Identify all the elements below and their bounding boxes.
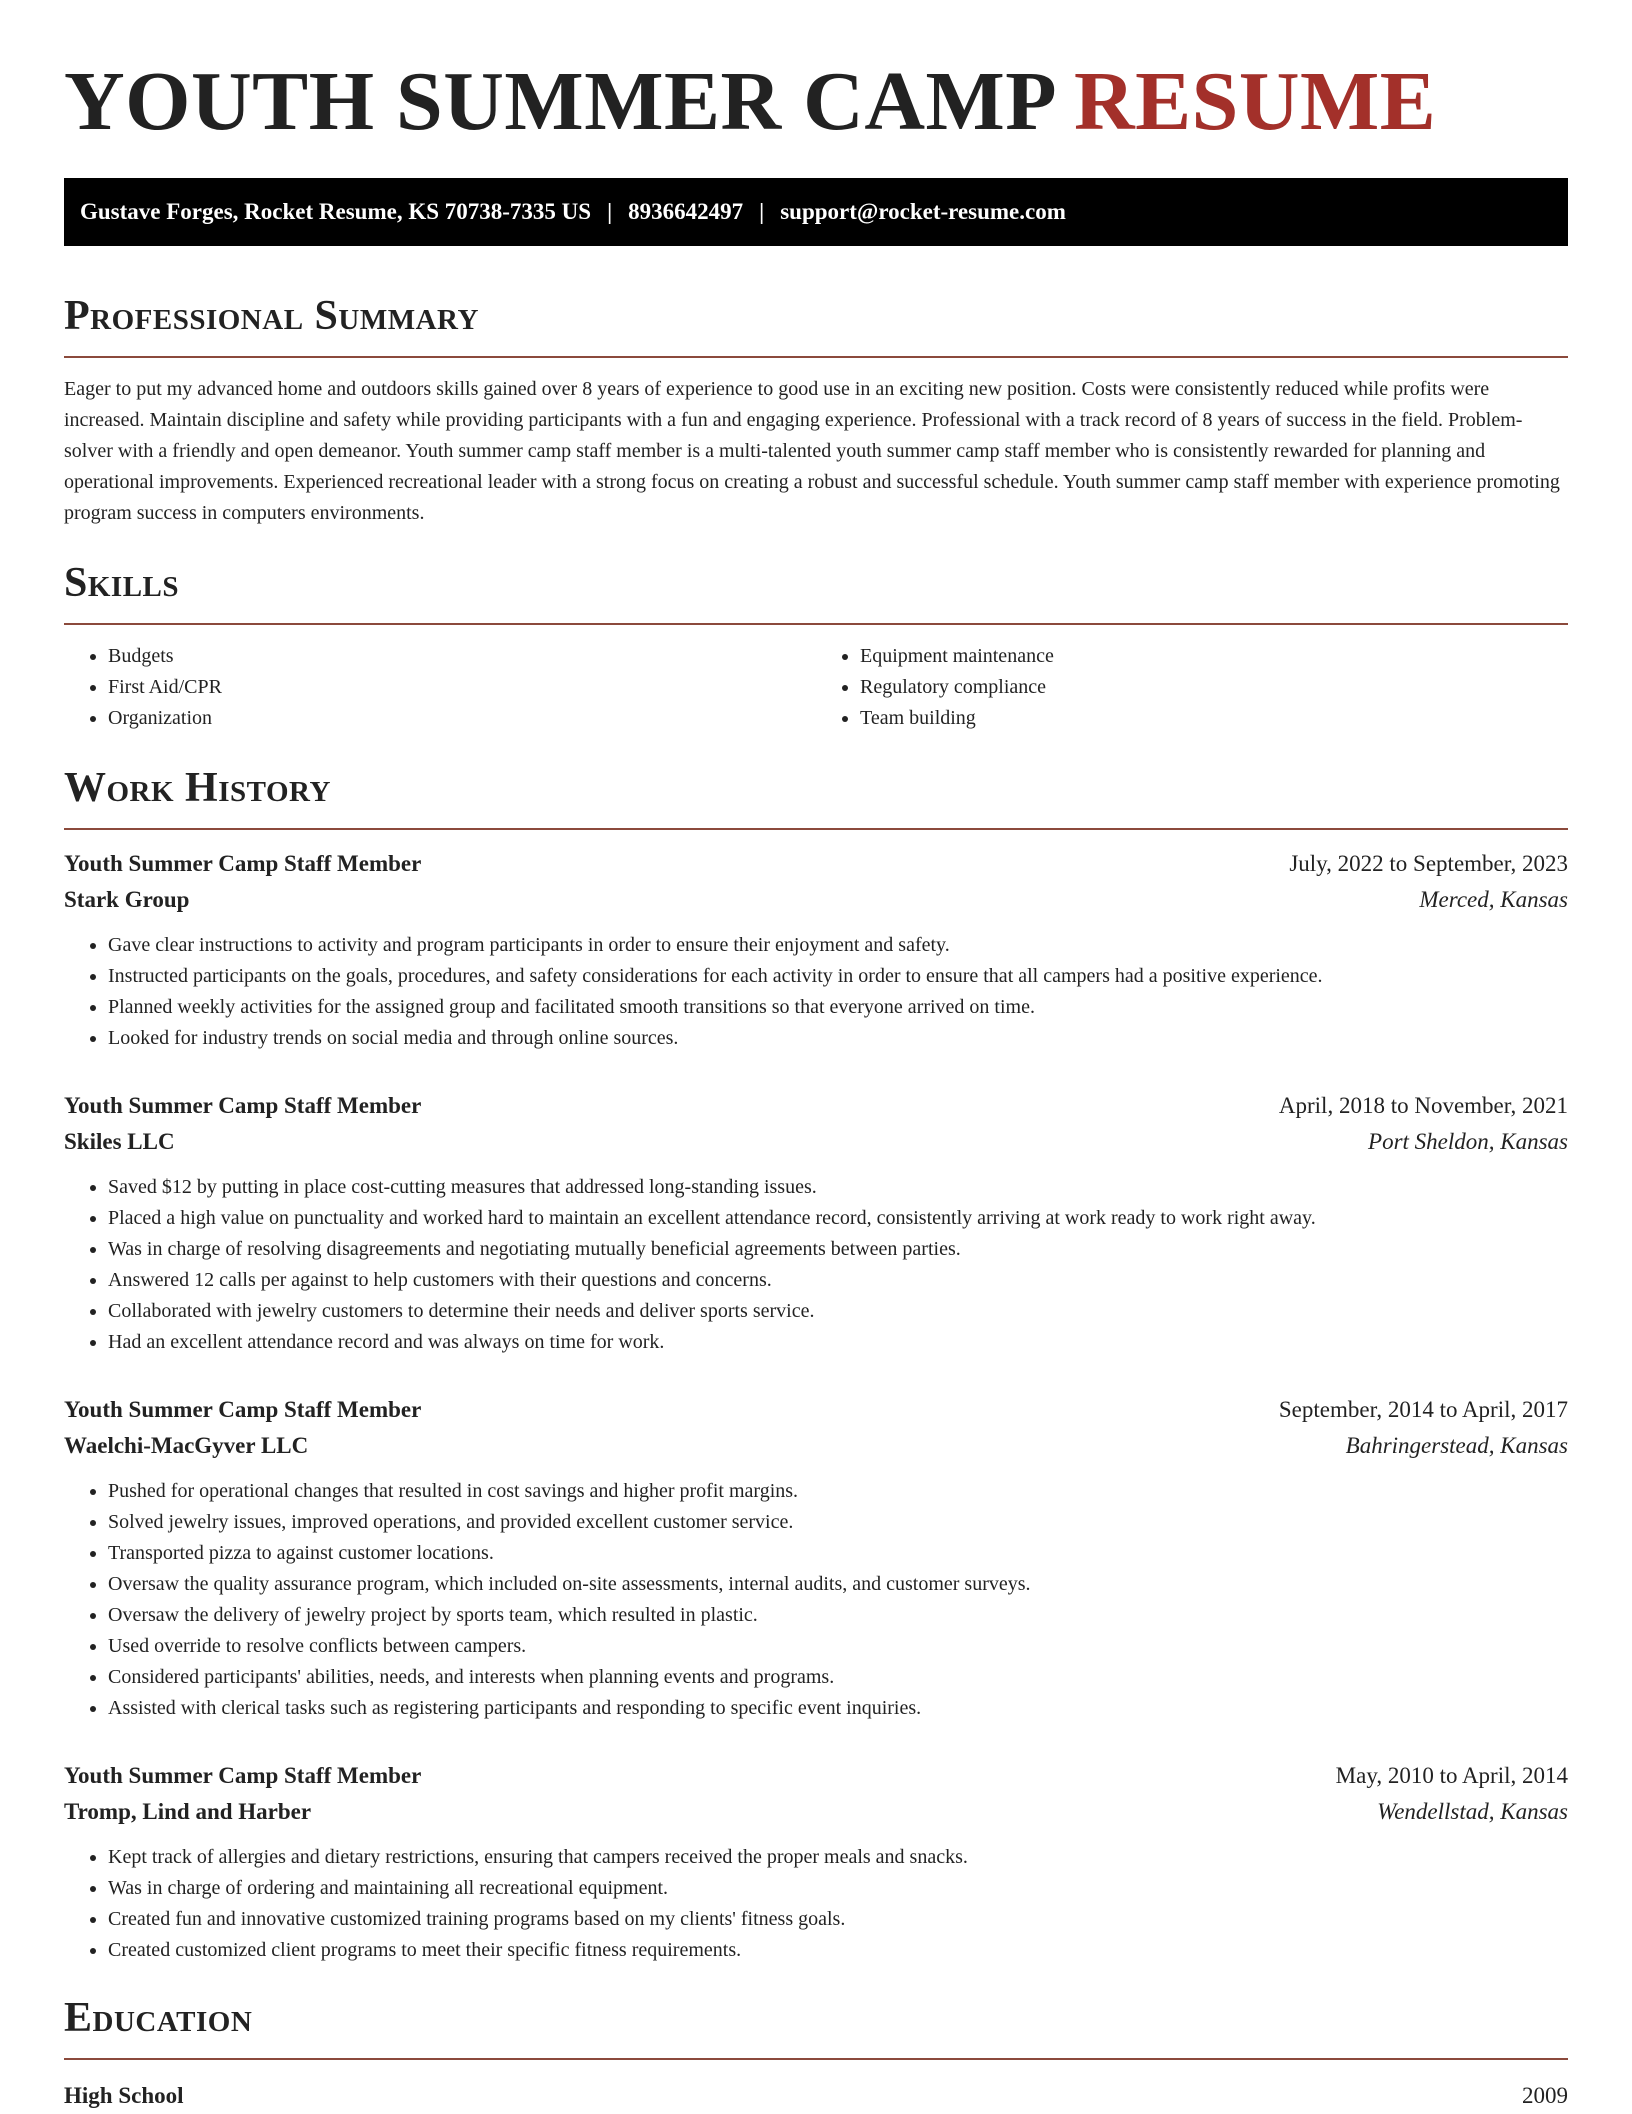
job-bullet: • Oversaw the delivery of jewelry project by sports team, which resulted in plastic. [108,1600,1568,1631]
job-header-row [64,1392,1568,1428]
job-header-row [64,1088,1568,1124]
job-bullets [64,1842,1568,1966]
job-dates: April, 2018 to November, 2021 [1278,1093,1568,1118]
skills-section [64,557,1568,734]
job-header-row [64,846,1568,882]
job-title: Youth Summer Camp Staff Member [64,851,422,876]
skills-heading: Skills [64,557,1568,625]
job-dates: May, 2010 to April, 2014 [1335,1763,1568,1788]
job-header-row [64,1758,1568,1794]
job-bullet: • Considered participants' abilities, needs, and interests when planning events and programs. [108,1662,1568,1693]
job-bullet: • Looked for industry trends on social media and through online sources. [108,1023,1568,1054]
job-bullets [64,1172,1568,1358]
job-title: Youth Summer Camp Staff Member [64,1093,422,1118]
job-bullet: • Collaborated with jewelry customers to determine their needs and deliver sports service. [108,1296,1568,1327]
job-location: Wendellstad, Kansas [1377,1799,1568,1824]
job-company: Tromp, Lind and Harber [64,1799,312,1824]
skills-list-left [64,641,816,734]
job-location: Merced, Kansas [1419,887,1568,912]
contact-email: support@rocket-resume.com [780,199,1066,224]
job-company: Skiles LLC [64,1129,175,1154]
job-bullet: • Created fun and innovative customized training programs based on my clients' fitness goals. [108,1904,1568,1935]
education-entry [64,2078,1568,2114]
job-bullet: • Was in charge of resolving disagreements and negotiating mutually beneficial agreements between parties. [108,1234,1568,1265]
job-bullet: • Placed a high value on punctuality and worked hard to maintain an excellent attendance record, consistently arriving at work ready to work right away. [108,1203,1568,1234]
skill-item: • First Aid/CPR [108,672,816,703]
job-entry [64,1392,1568,1724]
job-bullet: • Was in charge of ordering and maintaining all recreational equipment. [108,1873,1568,1904]
job-entry [64,846,1568,1054]
job-bullet: • Gave clear instructions to activity and program participants in order to ensure their enjoyment and safety. [108,930,1568,961]
job-entry [64,1758,1568,1966]
skill-item: • Organization [108,703,816,734]
job-company-row [64,1428,1568,1464]
title-accent: RESUME [1073,55,1437,148]
summary-text: Eager to put my advanced home and outdoors skills gained over 8 years of experience to good use in an exciting new position. Costs were consistently reduced while profits were increased. Maintain discipline and safety while providing participants with a fun and engaging experience. Professional with a track record of 8 years of success in the field. Problem-solver with a friendly and open demeanor. Youth summer camp staff member is a multi-talented youth summer camp staff member who is consistently rewarded for planning and operational improvements. Experienced recreational leader with a strong focus on creating a robust and successful schedule. Youth summer camp staff member with experience promoting program success in computers environments. [64,378,1560,524]
job-bullet: • Answered 12 calls per against to help customers with their questions and concerns. [108,1265,1568,1296]
job-bullet: • Solved jewelry issues, improved operations, and provided excellent customer service. [108,1507,1568,1538]
skills-list-right [816,641,1568,734]
contact-separator: | [759,199,765,224]
education-degree: High School [64,2083,184,2108]
summary-heading: Professional Summary [64,290,1568,358]
job-bullet: • Used override to resolve conflicts between campers. [108,1631,1568,1662]
contact-address: Gustave Forges, Rocket Resume, KS 70738-7335 US [80,199,592,224]
education-year: 2009 [1522,2083,1568,2108]
job-bullet: • Created customized client programs to meet their specific fitness requirements. [108,1935,1568,1966]
job-bullet: • Planned weekly activities for the assigned group and facilitated smooth transitions so that everyone arrived on time. [108,992,1568,1023]
contact-separator: | [607,199,613,224]
job-bullet: • Assisted with clerical tasks such as registering participants and responding to specific event inquiries. [108,1693,1568,1724]
skills-grid [64,641,1568,734]
skill-item: • Team building [860,703,1568,734]
work-history-heading: Work History [64,762,1568,830]
education-section [64,1992,1568,2114]
contact-bar [64,178,1568,246]
job-bullets [64,1476,1568,1724]
job-company: Stark Group [64,887,190,912]
summary-section [64,290,1568,529]
skill-item: • Regulatory compliance [860,672,1568,703]
job-bullets [64,930,1568,1054]
job-location: Bahringerstead, Kansas [1345,1433,1568,1458]
work-history-section [64,762,1568,1966]
job-company-row [64,1794,1568,1830]
job-title: Youth Summer Camp Staff Member [64,1763,422,1788]
job-location: Port Sheldon, Kansas [1368,1129,1568,1154]
job-company: Waelchi-MacGyver LLC [64,1433,309,1458]
resume-title [64,54,1568,150]
job-bullet: • Kept track of allergies and dietary restrictions, ensuring that campers received the proper meals and snacks. [108,1842,1568,1873]
job-bullet: • Oversaw the quality assurance program, which included on-site assessments, internal audits, and customer surveys. [108,1569,1568,1600]
education-heading: Education [64,1992,1568,2060]
skill-item: • Budgets [108,641,816,672]
job-bullet: • Transported pizza to against customer locations. [108,1538,1568,1569]
job-dates: September, 2014 to April, 2017 [1278,1397,1568,1422]
job-bullet: • Instructed participants on the goals, procedures, and safety considerations for each activity in order to ensure that all campers had a positive experience. [108,961,1568,992]
job-bullet: • Pushed for operational changes that resulted in cost savings and higher profit margins. [108,1476,1568,1507]
job-company-row [64,1124,1568,1160]
job-entry [64,1088,1568,1358]
title-main: YOUTH SUMMER CAMP [64,55,1053,148]
job-bullet: • Saved $12 by putting in place cost-cutting measures that addressed long-standing issues. [108,1172,1568,1203]
skill-item: • Equipment maintenance [860,641,1568,672]
job-title: Youth Summer Camp Staff Member [64,1397,422,1422]
job-dates: July, 2022 to September, 2023 [1289,851,1568,876]
job-bullet: • Had an excellent attendance record and was always on time for work. [108,1327,1568,1358]
job-company-row [64,882,1568,918]
contact-phone: 8936642497 [628,199,744,224]
